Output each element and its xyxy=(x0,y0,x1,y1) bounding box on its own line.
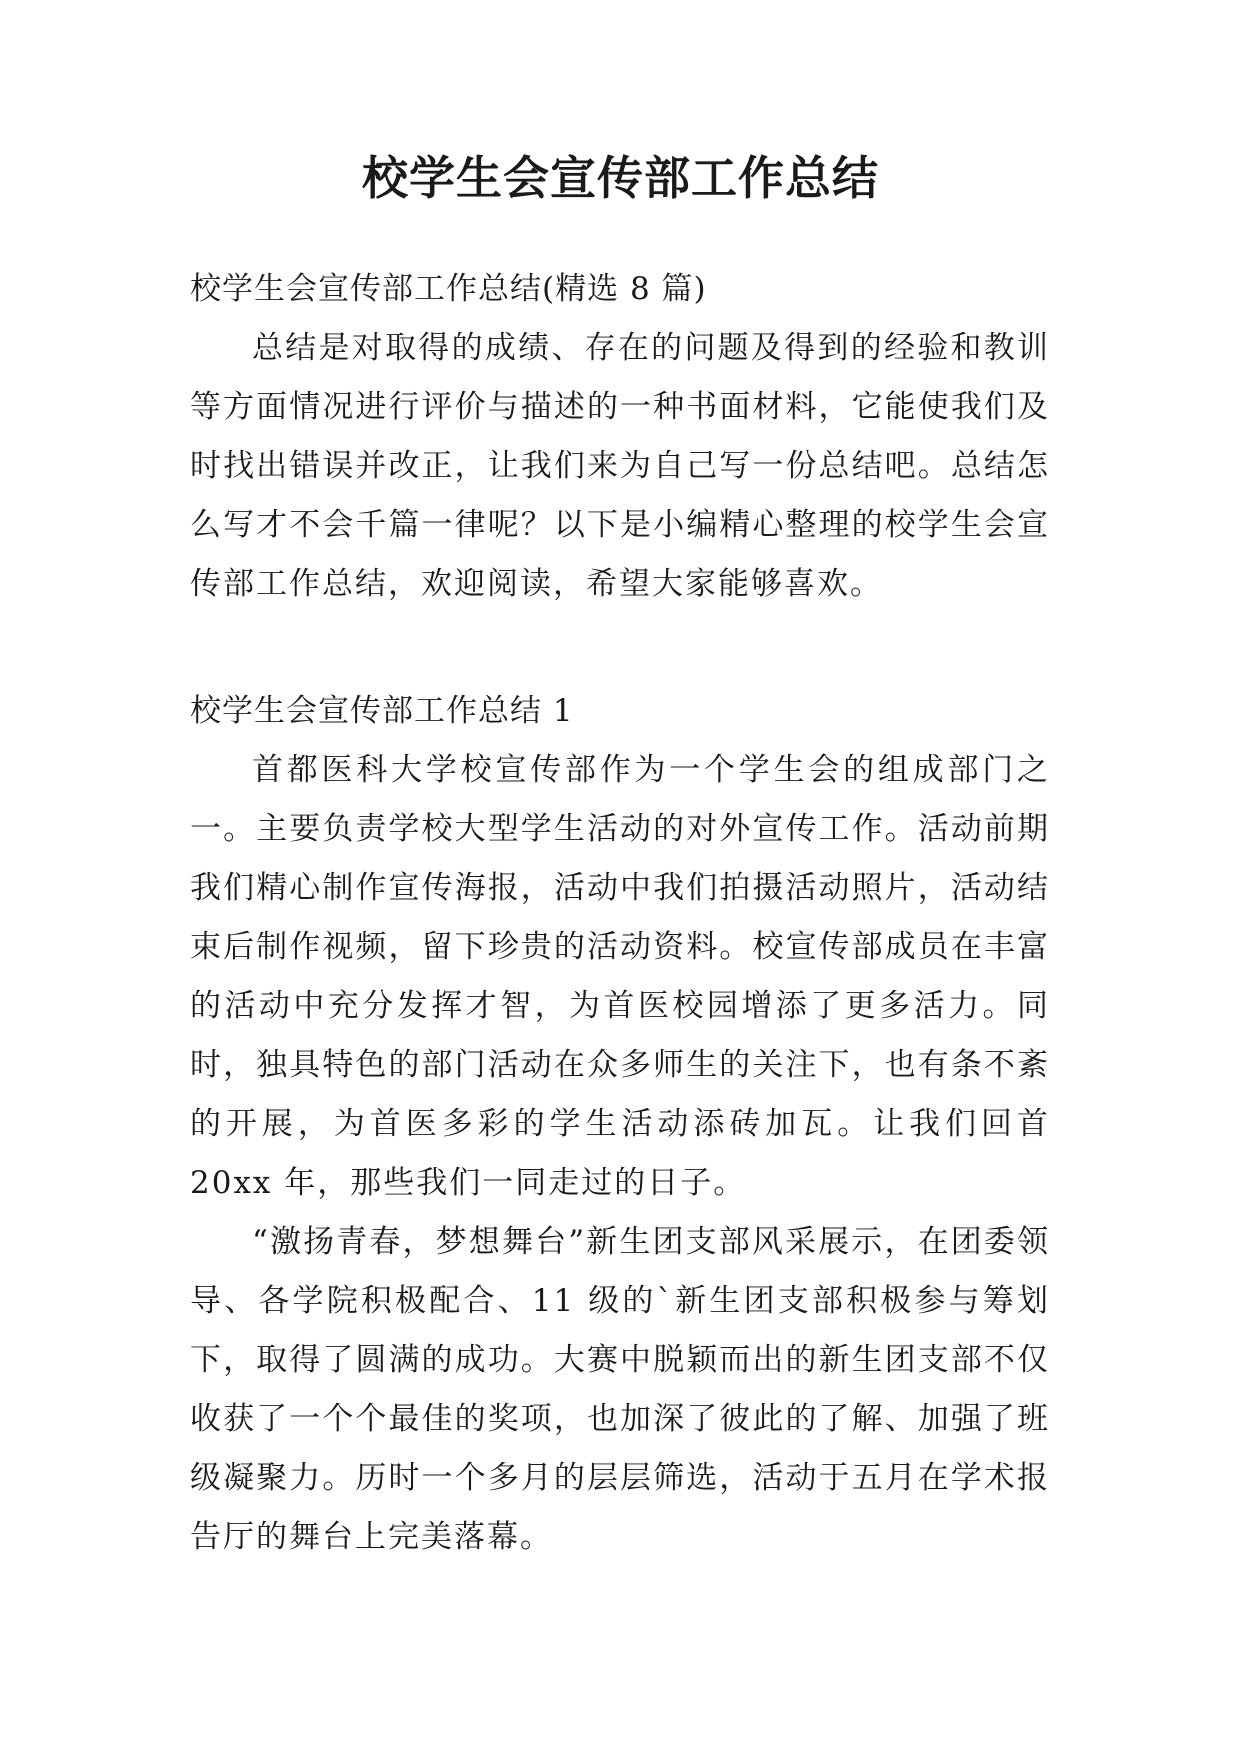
document-subtitle: 校学生会宣传部工作总结(精选 8 篇) xyxy=(190,271,707,307)
document-body xyxy=(190,260,1050,1567)
document-title: 校学生会宣传部工作总结 xyxy=(362,151,879,205)
section-spacer xyxy=(190,614,1050,682)
section-paragraph-2: “激扬青春，梦想舞台”新生团支部风采展示，在团委领导、各学院积极配合、11 级的`新生团支部积极参与筹划下，取得了圆满的成功。大赛中脱颖而出的新生团支部不仅收获了一个个最佳的奖项，也加深了彼此的了解、加强了班级凝聚力。历时一个多月的层层筛选，活动于五月在学术报告厅的舞台上完美落幕。 xyxy=(190,1224,1050,1555)
section-heading: 校学生会宣传部工作总结 1 xyxy=(190,693,574,729)
section-paragraph-1: 首都医科大学校宣传部作为一个学生会的组成部门之一。主要负责学校大型学生活动的对外宣传工作。活动前期我们精心制作宣传海报，活动中我们拍摄活动照片，活动结束后制作视频，留下珍贵的活动资料。校宣传部成员在丰富的活动中充分发挥才智，为首医校园增添了更多活力。同时，独具特色的部门活动在众多师生的关注下，也有条不紊的开展，为首医多彩的学生活动添砖加瓦。让我们回首 20xx 年，那些我们一同走过的日子。 xyxy=(190,752,1050,1201)
intro-paragraph: 总结是对取得的成绩、存在的问题及得到的经验和教训等方面情况进行评价与描述的一种书面材料，它能使我们及时找出错误并改正，让我们来为自己写一份总结吧。总结怎么写才不会千篇一律呢？以下是小编精心整理的校学生会宣传部工作总结，欢迎阅读，希望大家能够喜欢。 xyxy=(190,330,1050,602)
